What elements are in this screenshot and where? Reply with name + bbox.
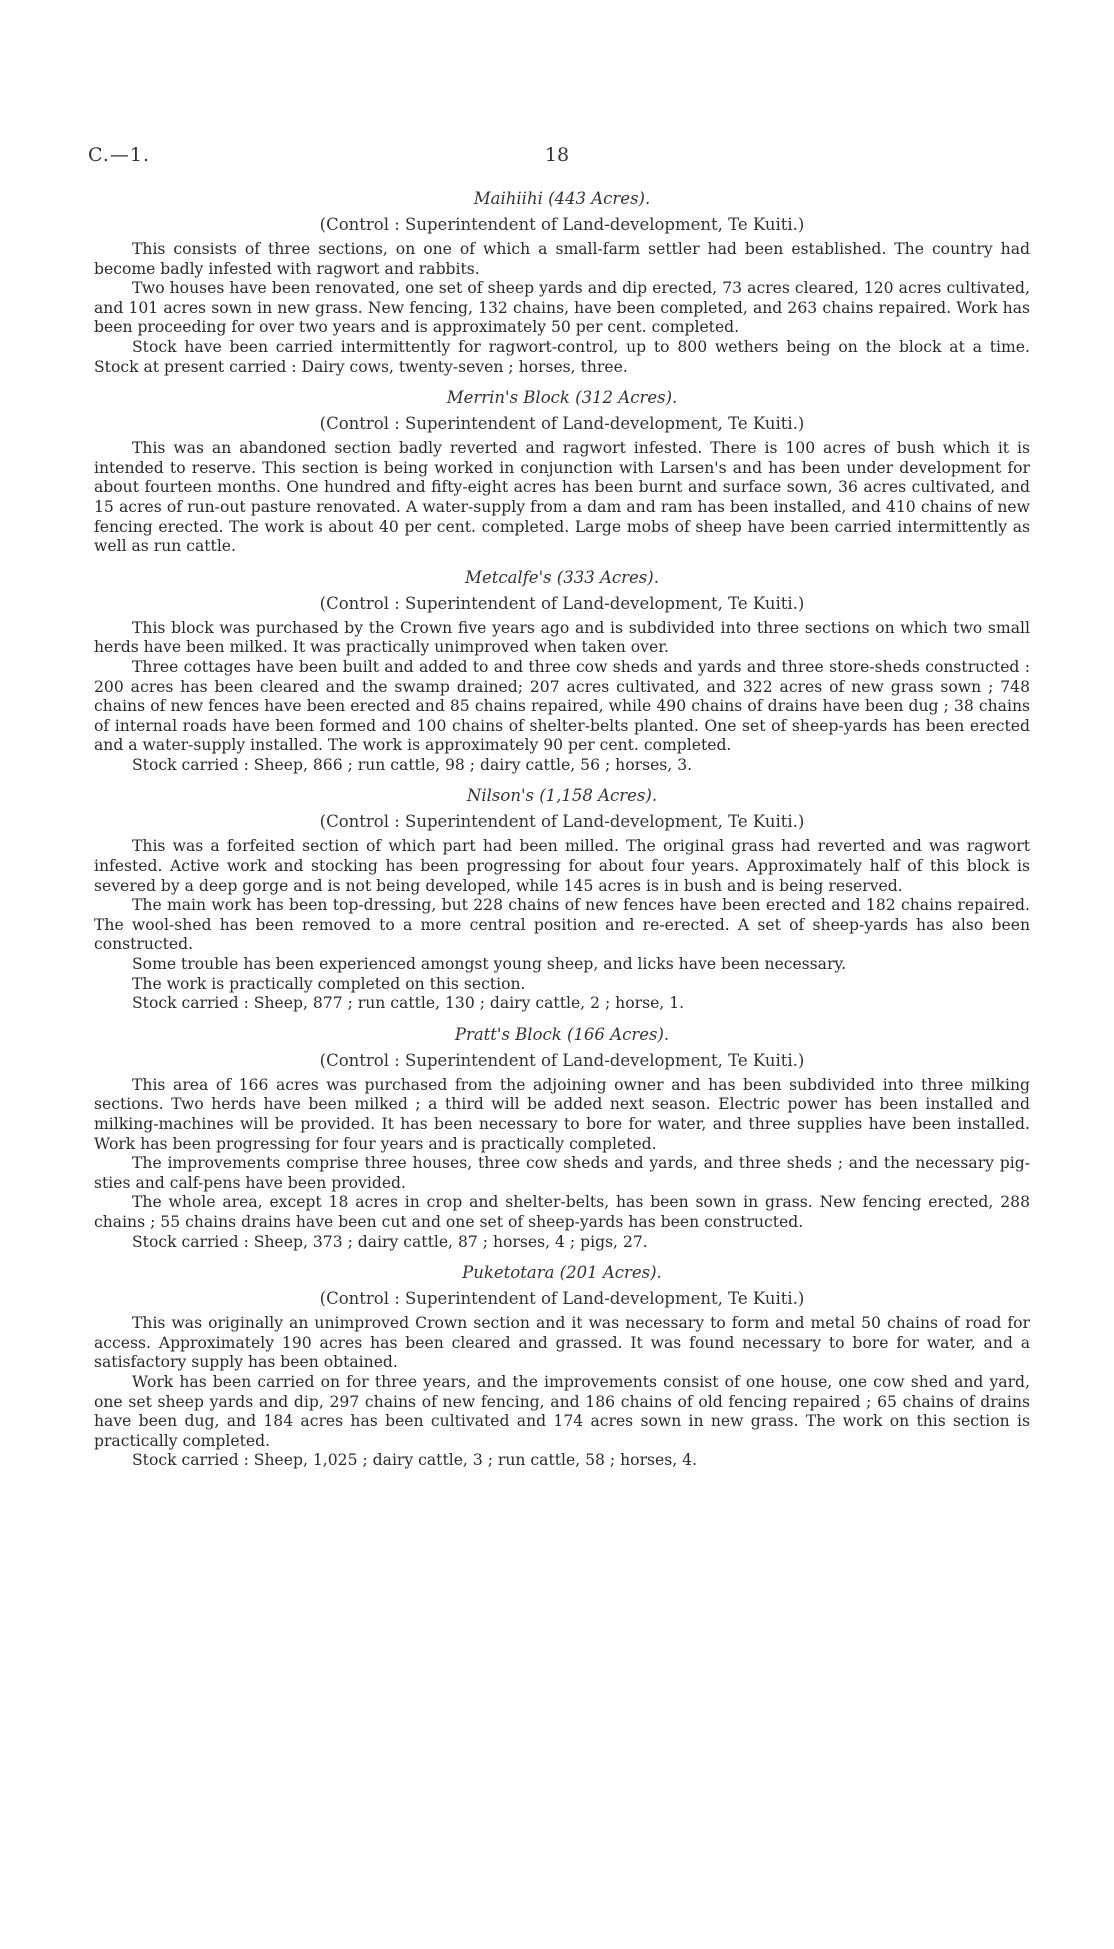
section-title: Merrin's Block (312 Acres).: [446, 388, 678, 408]
section-control-line: (Control : Superintendent of Land-development, Te Kuiti.): [319, 593, 805, 613]
section-paragraph: Work has been carried on for three years, and the improvements consist of one house, one cow shed and yard, one set sheep yards and dip, 297 chains of new fencing, and 186 chains of old fencing repaired ; 65 chains of drains have been dug, and 184 acres has been cultivated and 174 acres sown in new grass. The work on this section is practically completed.: [94, 1372, 1030, 1450]
document-body: [94, 188, 1030, 1477]
section-title: Maihiihi (443 Acres).: [473, 189, 651, 208]
report-section: [94, 1024, 1030, 1252]
section-paragraph: This consists of three sections, on one of which a small-farm settler had been established. The country had become badly infested with ragwort and rabbits.: [94, 240, 1030, 278]
page-reference: C.—1.: [88, 144, 151, 166]
section-control-line: (Control : Superintendent of Land-development, Te Kuiti.): [319, 812, 805, 832]
section-paragraph: This was originally an unimproved Crown section and it was necessary to form and metal 50 chains of road for access. Approximately 190 acres has been cleared and grassed. It was found necessary to bore for water, and a satisfactory supply has been obtained.: [94, 1314, 1030, 1372]
section-paragraph: This was a forfeited section of which part had been milled. The original grass had reverted and was ragwort infested. Active work and stocking has been progressing for about four years. Approximately half of this block is severed by a deep gorge and is not being developed, while 145 acres is in bush and is being reserved.: [94, 837, 1030, 895]
section-paragraph: Two houses have been renovated, one set of sheep yards and dip erected, 73 acres cleared, 120 acres cultivated, and 101 acres sown in new grass. New fencing, 132 chains, have been completed, and 263 chains repaired. Work has been proceeding for over two years and is approximately 50 per cent. completed.: [94, 279, 1030, 337]
section-control-line: (Control : Superintendent of Land-development, Te Kuiti.): [319, 215, 805, 234]
section-paragraph: Stock carried : Sheep, 373 ; dairy cattle, 87 ; horses, 4 ; pigs, 27.: [132, 1232, 648, 1251]
section-paragraph: The whole area, except 18 acres in crop and shelter-belts, has been sown in grass. New fencing erected, 288 chains ; 55 chains drains have been cut and one set of sheep-yards has been constructed.: [94, 1193, 1030, 1231]
section-paragraph: Three cottages have been built and added to and three cow sheds and yards and three store-sheds constructed : 200 acres has been cleared and the swamp drained; 207 acres cultivated, and 322 acres of new grass sown ; 748 chains of new fences have been erected and 85 chains repaired, while 490 chains of drains have been dug ; 38 chains of internal roads have been formed and 100 chains of shelter-belts planted. One set of sheep-yards has been erected and a water-supply installed. The work is approximately 90 per cent. completed.: [94, 657, 1030, 755]
section-paragraph: Stock carried : Sheep, 877 ; run cattle, 130 ; dairy cattle, 2 ; horse, 1.: [132, 994, 685, 1013]
page-header: [0, 144, 1114, 170]
section-paragraph: Some trouble has been experienced amongst young sheep, and licks have been necessary.: [132, 955, 847, 974]
section-control-line: (Control : Superintendent of Land-development, Te Kuiti.): [319, 1050, 805, 1070]
section-paragraph: The main work has been top-dressing, but 228 chains of new fences have been erected and 182 chains repaired. The wool-shed has been removed to a more central position and re-erected. A set of sheep-yards has also been constructed.: [94, 896, 1030, 954]
section-paragraph: Stock carried : Sheep, 1,025 ; dairy cattle, 3 ; run cattle, 58 ; horses, 4.: [132, 1451, 698, 1470]
section-paragraph: Stock carried : Sheep, 866 ; run cattle, 98 ; dairy cattle, 56 ; horses, 3.: [132, 755, 693, 774]
section-title: Metcalfe's (333 Acres).: [465, 567, 659, 587]
report-section: [94, 785, 1030, 1013]
section-paragraph: Stock have been carried intermittently for ragwort-control, up to 800 wethers being on the block at a time. Stock at present carried : Dairy cows, twenty-seven ; horses, three.: [94, 337, 1030, 376]
report-section: [94, 567, 1030, 776]
section-paragraph: The improvements comprise three houses, three cow sheds and yards, and three sheds ; and the necessary pig-sties and calf-pens have been provided.: [94, 1154, 1030, 1192]
section-paragraph: This block was purchased by the Crown five years ago and is subdivided into three sections on which two small herds have been milked. It was practically unimproved when taken over.: [94, 618, 1030, 657]
section-paragraph: This was an abandoned section badly reverted and ragwort infested. There is 100 acres of bush which it is intended to reserve. This section is being worked in conjunction with Larsen's and has been under development for about fourteen months. One hundred and fifty-eight acres has been burnt and surface sown, 36 acres cultivated, and 15 acres of run-out pasture renovated. A water-supply from a dam and ram has been installed, and 410 chains of new fencing erected. The work is about 40 per cent. completed. Large mobs of sheep have been carried intermittently as well as run cattle.: [94, 439, 1030, 556]
section-paragraph: This area of 166 acres was purchased from the adjoining owner and has been subdivided into three milking sections. Two herds have been milked ; a third will be added next season. Electric power has been installed and milking-machines will be provided. It has been necessary to bore for water, and three supplies have been installed. Work has been progressing for four years and is practically completed.: [94, 1075, 1030, 1153]
section-title: Puketotara (201 Acres).: [462, 1263, 662, 1283]
report-section: [94, 387, 1030, 557]
section-title: Pratt's Block (166 Acres).: [454, 1024, 670, 1044]
section-paragraph: The work is practically completed on this section.: [132, 974, 526, 993]
report-section: [94, 1262, 1030, 1471]
section-control-line: (Control : Superintendent of Land-development, Te Kuiti.): [319, 414, 805, 434]
section-title: Nilson's (1,158 Acres).: [466, 786, 658, 806]
page-number: 18: [544, 144, 570, 166]
section-control-line: (Control : Superintendent of Land-development, Te Kuiti.): [319, 1289, 805, 1309]
report-section: [94, 188, 1030, 377]
